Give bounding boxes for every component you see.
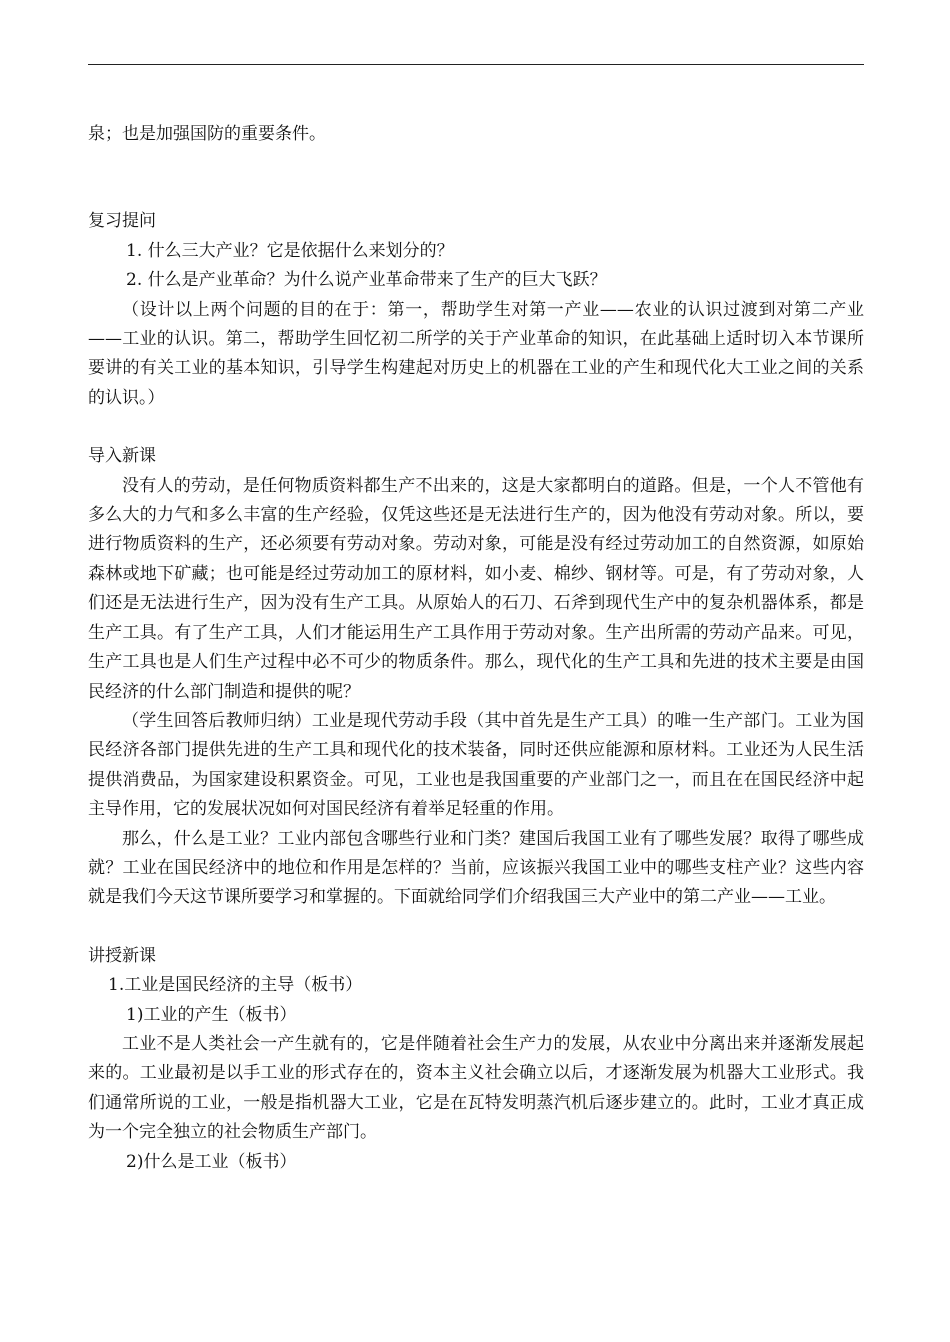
lecture-heading: 讲授新课: [88, 945, 156, 966]
continuation-text: 泉；也是加强国防的重要条件。: [88, 124, 326, 144]
section-1-title: 1.工业是国民经济的主导（板书）: [108, 975, 363, 996]
lecture-paragraph-1: 工业不是人类社会一产生就有的，它是伴随着社会生产力的发展，从农业中分离出来并逐渐发展起来的。工业最初是以手工业的形式存在的，资本主义社会确立以后，才逐渐发展为机器大工业形式。我们通常所说的工业，一般是指机器大工业，它是在瓦特发明蒸汽机后逐步建立的。此时，工业才真正成为一个完全独立的社会物质生产部门。: [88, 1033, 864, 1143]
review-design-note: （设计以上两个问题的目的在于：第一，帮助学生对第一产业——农业的认识过渡到对第二产业——工业的认识。第二，帮助学生回忆初二所学的关于产业革命的知识，在此基础上适时切入本节课所要讲的有关工业的基本知识，引导学生构建起对历史上的机器在工业的产生和现代化大工业之间的关系的认识。）: [88, 299, 864, 408]
review-question-2: 2. 什么是产业革命？为什么说产业革命带来了生产的巨大飞跃？: [126, 270, 607, 291]
document-body: [88, 120, 864, 1177]
review-heading: 复习提问: [88, 211, 156, 232]
header-rule: [88, 64, 864, 65]
intro-heading: 导入新课: [88, 446, 156, 467]
subsection-1-title: 1)工业的产生（板书）: [126, 1004, 297, 1025]
intro-paragraph-1: 没有人的劳动，是任何物质资料都生产不出来的，这是大家都明白的道路。但是，一个人不管他有多么大的力气和多么丰富的生产经验，仅凭这些还是无法进行生产的，因为他没有劳动对象。所以，要进行物质资料的生产，还必须要有劳动对象。劳动对象，可能是没有经过劳动加工的自然资源，如原始森林或地下矿藏；也可能是经过劳动加工的原材料，如小麦、棉纱、钢材等。可是，有了劳动对象，人们还是无法进行生产，因为没有生产工具。从原始人的石刀、石斧到现代生产中的复杂机器体系，都是生产工具。有了生产工具，人们才能运用生产工具作用于劳动对象。生产出所需的劳动产品来。可见，生产工具也是人们生产过程中必不可少的物质条件。那么，现代化的生产工具和先进的技术主要是由国民经济的什么部门制造和提供的呢？: [88, 475, 864, 702]
review-question-1: 1. 什么三大产业？它是依据什么来划分的？: [126, 240, 454, 261]
subsection-2-title: 2)什么是工业（板书）: [126, 1151, 297, 1172]
intro-paragraph-2: （学生回答后教师归纳）工业是现代劳动手段（其中首先是生产工具）的唯一生产部门。工业为国民经济各部门提供先进的生产工具和现代化的技术装备，同时还供应能源和原材料。工业还为人民生活提供消费品，为国家建设积累资金。可见，工业也是我国重要的产业部门之一，而且在在国民经济中起主导作用，它的发展状况如何对国民经济有着举足轻重的作用。: [88, 710, 864, 820]
intro-paragraph-3: 那么，什么是工业？工业内部包含哪些行业和门类？建国后我国工业有了哪些发展？取得了哪些成就？工业在国民经济中的地位和作用是怎样的？当前，应该振兴我国工业中的哪些支柱产业？这些内容就是我们今天这节课所要学习和掌握的。下面就给同学们介绍我国三大产业中的第二产业——工业。: [88, 828, 864, 908]
